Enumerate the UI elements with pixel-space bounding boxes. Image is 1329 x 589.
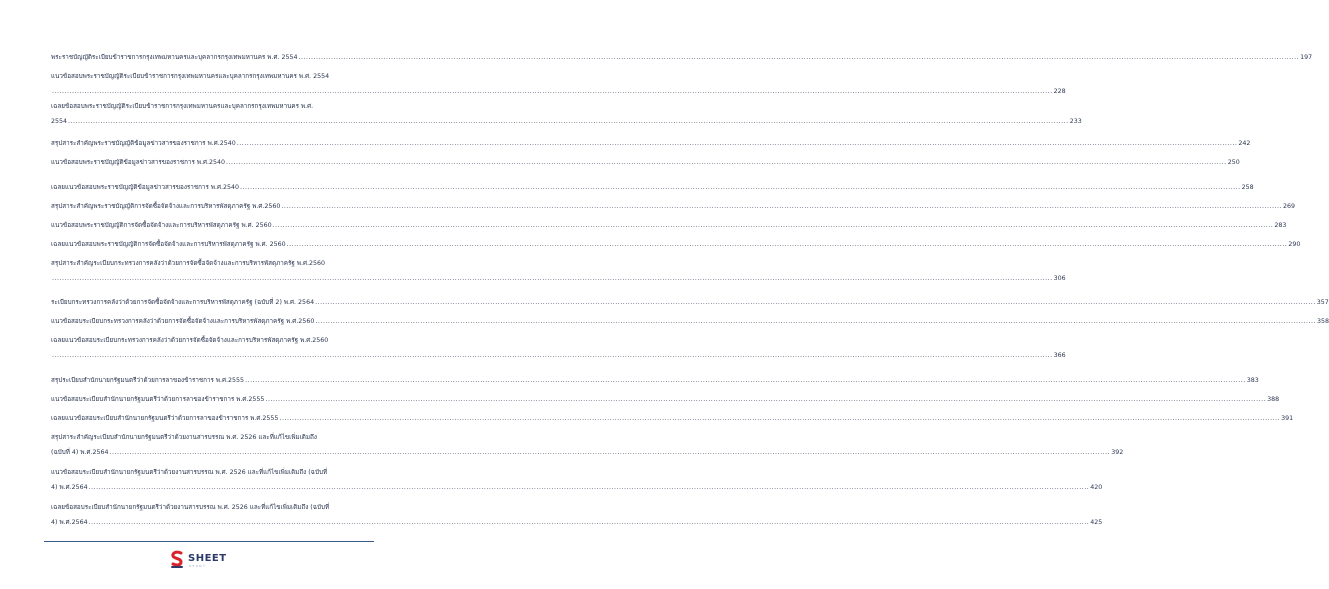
toc-page-number: 269 <box>1283 203 1296 210</box>
toc-page-number: 283 <box>1274 222 1287 229</box>
toc-entry-title: สรุปสาระสำคัญระเบียบกระทรวงการคลังว่าด้วยการจัดซื้อจัดจ้างและการบริหารพัสดุภาครัฐ พ.ศ.2560 <box>51 260 326 267</box>
toc-entry[interactable] <box>51 465 1103 495</box>
toc-leader-dots: ................................................................................................................................................................................................................................................................................................................................................................................................................ <box>88 484 1090 491</box>
toc-page-number: 233 <box>1069 118 1082 125</box>
toc-page-number: 366 <box>1053 352 1066 359</box>
toc-leader-dots: ................................................................................................................................................................................................................................................................................................................................................................................................................ <box>279 415 1281 422</box>
toc-page-number: 388 <box>1267 396 1280 403</box>
toc-page-number: 242 <box>1238 140 1251 147</box>
toc-leader-dots: ................................................................................................................................................................................................................................................................................................................................................................................................................ <box>226 159 1227 166</box>
toc-entry-title: (ฉบับที่ 4) พ.ศ.2564 <box>51 449 109 456</box>
toc-entry[interactable] <box>51 155 1240 170</box>
toc-entry[interactable] <box>51 199 1296 214</box>
toc-entry[interactable] <box>51 69 1066 99</box>
toc-entry[interactable] <box>51 136 1251 151</box>
sheet-logo-icon <box>169 550 185 570</box>
toc-leader-dots: ................................................................................................................................................................................................................................................................................................................................................................................................................ <box>236 140 1238 147</box>
toc-entry-title: แนวข้อสอบพระราชบัญญัติระเบียบข้าราชการกรุงเทพมหานครและบุคลากรกรุงเทพมหานคร พ.ศ. 2554 <box>51 73 330 80</box>
toc-leader-dots: ................................................................................................................................................................................................................................................................................................................................................................................................................ <box>315 318 1316 325</box>
toc-entry-title: แนวข้อสอบระเบียบสำนักนายกรัฐมนตรีว่าด้วยงานสารบรรณ พ.ศ. 2526 และที่แก้ไขเพิ่มเติมถึง (ฉบับที่ <box>51 469 328 476</box>
toc-entry[interactable] <box>51 218 1287 233</box>
toc-leader-dots: ................................................................................................................................................................................................................................................................................................................................................................................................................ <box>286 241 1288 248</box>
toc-entry-title: แนวข้อสอบพระราชบัญญัติข้อมูลข่าวสารของราชการ พ.ศ.2540 <box>51 159 226 166</box>
toc-entry-title: สรุปสาระสำคัญพระราชบัญญัติการจัดซื้อจัดจ้างและการบริหารพัสดุภาครัฐ พ.ศ.2560 <box>51 203 281 210</box>
toc-entry[interactable] <box>51 256 1066 286</box>
toc-page-number: 357 <box>1316 299 1329 306</box>
toc-page-number: 290 <box>1288 241 1301 248</box>
toc-page-number: 392 <box>1111 449 1124 456</box>
toc-entry[interactable] <box>51 99 1082 129</box>
toc-entry-title: 2554 <box>51 118 68 125</box>
toc-leader-dots: ................................................................................................................................................................................................................................................................................................................................................................................................................ <box>88 519 1090 526</box>
toc-page-number: 358 <box>1316 318 1329 325</box>
toc-entry[interactable] <box>51 333 1066 363</box>
toc-entry-title: เฉลยข้อสอบระเบียบสำนักนายกรัฐมนตรีว่าด้วยงานสารบรรณ พ.ศ. 2526 และที่แก้ไขเพิ่มเติมถึง (ฉบับที่ <box>51 504 330 511</box>
toc-entry-title: พระราชบัญญัติระเบียบข้าราชการกรุงเทพมหานครและบุคลากรกรุงเทพมหานคร พ.ศ. 2554 <box>51 54 298 61</box>
toc-entry-title: เฉลยแนวข้อสอบระเบียบสำนักนายกรัฐมนตรีว่าด้วยการลาของข้าราชการ พ.ศ.2555 <box>51 415 279 422</box>
brand-tagline: STUDY <box>189 563 207 568</box>
toc-leader-dots: ................................................................................................................................................................................................................................................................................................................................................................................................................ <box>52 352 1053 359</box>
toc-entry-title: เฉลยข้อสอบพระราชบัญญัติระเบียบข้าราชการกรุงเทพมหานครและบุคลากรกรุงเทพมหานคร พ.ศ. <box>51 103 314 110</box>
toc-entry-title: สรุปสาระสำคัญระเบียบสำนักนายกรัฐมนตรีว่าด้วยงานสารบรรณ พ.ศ. 2526 และที่แก้ไขเพิ่มเติมถึง <box>51 434 317 441</box>
toc-leader-dots: ................................................................................................................................................................................................................................................................................................................................................................................................................ <box>52 275 1053 282</box>
footer-divider <box>44 541 374 542</box>
toc-entry-title: แนวข้อสอบพระราชบัญญัติการจัดซื้อจัดจ้างและการบริหารพัสดุภาครัฐ พ.ศ. 2560 <box>51 222 272 229</box>
toc-page-number: 391 <box>1281 415 1294 422</box>
toc-entry[interactable] <box>51 50 1313 65</box>
toc-entry[interactable] <box>51 500 1103 530</box>
toc-page-number: 306 <box>1053 275 1066 282</box>
toc-entry-title: ระเบียบกระทรวงการคลังว่าด้วยการจัดซื้อจัดจ้างและการบริหารพัสดุภาครัฐ (ฉบับที่ 2) พ.ศ. 2564 <box>51 299 315 306</box>
toc-leader-dots: ................................................................................................................................................................................................................................................................................................................................................................................................................ <box>281 203 1283 210</box>
toc-entry-title: เฉลยแนวข้อสอบพระราชบัญญัติข้อมูลข่าวสารของราชการ พ.ศ.2540 <box>51 184 240 191</box>
toc-page-number: 425 <box>1090 519 1103 526</box>
toc-entry-title: เฉลยแนวข้อสอบระเบียบกระทรวงการคลังว่าด้วยการจัดซื้อจัดจ้างและการบริหารพัสดุภาครัฐ พ.ศ.2560 <box>51 337 329 344</box>
toc-leader-dots: ................................................................................................................................................................................................................................................................................................................................................................................................................ <box>245 377 1246 384</box>
toc-entry[interactable] <box>51 430 1124 460</box>
toc-entry-title: สรุประเบียบสำนักนายกรัฐมนตรีว่าด้วยการลาของข้าราชการ พ.ศ.2555 <box>51 377 245 384</box>
toc-page-number: 197 <box>1300 54 1313 61</box>
toc-entry[interactable] <box>51 373 1259 388</box>
toc-leader-dots: ................................................................................................................................................................................................................................................................................................................................................................................................................ <box>315 299 1316 306</box>
toc-leader-dots: ................................................................................................................................................................................................................................................................................................................................................................................................................ <box>68 118 1069 125</box>
toc-entry[interactable] <box>51 237 1301 252</box>
toc-leader-dots: ................................................................................................................................................................................................................................................................................................................................................................................................................ <box>109 449 1111 456</box>
toc-page-number: 420 <box>1090 484 1103 491</box>
sheet-logo <box>169 547 249 573</box>
toc-entry[interactable] <box>51 392 1280 407</box>
toc-entry-title: แนวข้อสอบระเบียบสำนักนายกรัฐมนตรีว่าด้วยการลาของข้าราชการ พ.ศ.2555 <box>51 396 265 403</box>
toc-entry-title: เฉลยแนวข้อสอบพระราชบัญญัติการจัดซื้อจัดจ้างและการบริหารพัสดุภาครัฐ พ.ศ. 2560 <box>51 241 286 248</box>
toc-entry[interactable] <box>51 180 1254 195</box>
toc-page-number: 228 <box>1053 88 1066 95</box>
brand-name: SHEET <box>188 552 227 564</box>
toc-leader-dots: ................................................................................................................................................................................................................................................................................................................................................................................................................ <box>298 54 1300 61</box>
toc-page-number: 250 <box>1227 159 1240 166</box>
toc-entry[interactable] <box>51 411 1294 426</box>
toc-page-number: 383 <box>1246 377 1259 384</box>
toc-leader-dots: ................................................................................................................................................................................................................................................................................................................................................................................................................ <box>52 88 1053 95</box>
toc-leader-dots: ................................................................................................................................................................................................................................................................................................................................................................................................................ <box>240 184 1241 191</box>
toc-entry-title: 4) พ.ศ.2564 <box>51 519 88 526</box>
toc-leader-dots: ................................................................................................................................................................................................................................................................................................................................................................................................................ <box>265 396 1267 403</box>
toc-entry[interactable] <box>51 295 1329 310</box>
toc-entry-title: แนวข้อสอบระเบียบกระทรวงการคลังว่าด้วยการจัดซื้อจัดจ้างและการบริหารพัสดุภาครัฐ พ.ศ.2560 <box>51 318 315 325</box>
toc-leader-dots: ................................................................................................................................................................................................................................................................................................................................................................................................................ <box>272 222 1274 229</box>
toc-page-number: 258 <box>1241 184 1254 191</box>
toc-entry-title: สรุปสาระสำคัญพระราชบัญญัติข้อมูลข่าวสารของราชการ พ.ศ.2540 <box>51 140 236 147</box>
toc-entry[interactable] <box>51 314 1329 329</box>
toc-entry-title: 4) พ.ศ.2564 <box>51 484 88 491</box>
